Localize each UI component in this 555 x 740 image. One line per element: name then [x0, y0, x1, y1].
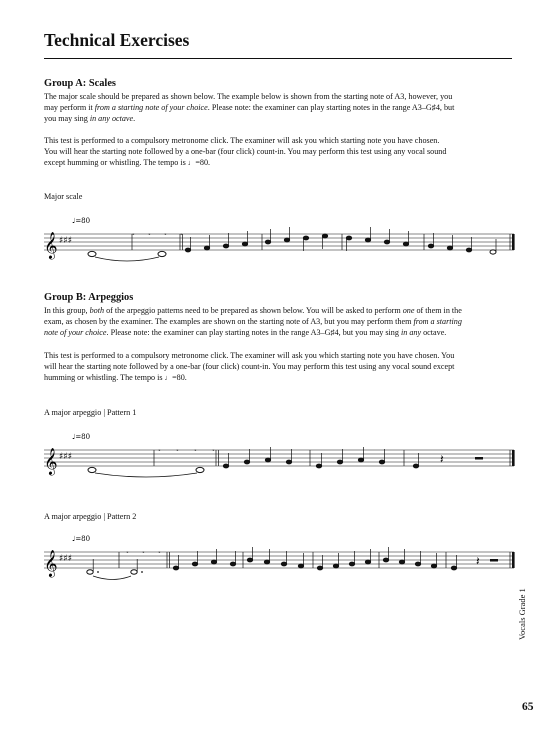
tempo-mark: ♩=80: [72, 433, 91, 441]
svg-text:𝅃: 𝅃: [158, 546, 161, 555]
major-scale-caption: Major scale: [44, 192, 83, 201]
svg-text:𝅃: 𝅃: [142, 546, 145, 555]
dotted-half-note: [131, 570, 137, 574]
arpeggio-notes: [173, 547, 457, 570]
rhythm-slashes: [126, 546, 161, 555]
pattern-1-caption: A major arpeggio | Pattern 1: [44, 408, 137, 417]
quarter-note-icon: ♩: [164, 373, 173, 383]
quarter-rest-icon: 𝄽: [476, 554, 480, 568]
treble-clef-icon: 𝄞: [44, 551, 58, 577]
svg-text:𝅃: 𝅃: [158, 444, 161, 453]
svg-text:𝅃: 𝅃: [194, 444, 197, 453]
svg-text:𝅃: 𝅃: [164, 228, 167, 237]
svg-text:𝅃: 𝅃: [148, 228, 151, 237]
rhythm-slashes: [132, 228, 183, 237]
tempo-mark: ♩=80: [72, 535, 91, 543]
tempo-mark: ♩=80: [72, 217, 91, 225]
whole-note: [88, 251, 96, 256]
key-signature-icon: ♯♯♯: [59, 452, 73, 462]
svg-text:𝅃: 𝅃: [212, 444, 215, 453]
quarter-note-icon: ♩: [187, 158, 196, 168]
group-a-paragraph-1: The major scale should be prepared as shown below. The example below is shown from the starting note of A3, however, you may perform it from a starting note of your choice. Please note: the examiner can play starting notes in the range A3–G♯4, but you may sing in any octave.: [44, 92, 455, 124]
page-title: Technical Exercises: [44, 30, 190, 50]
treble-clef-icon: 𝄞: [44, 449, 58, 475]
treble-clef-icon: 𝄞: [44, 233, 58, 259]
half-rest: [490, 559, 498, 562]
title-rule: [44, 58, 512, 59]
svg-text:𝅃: 𝅃: [132, 228, 135, 237]
half-note: [490, 250, 496, 254]
tie: [95, 473, 197, 477]
key-signature-icon: ♯♯♯: [59, 554, 73, 564]
arpeggio-pattern-1-staff: [40, 426, 518, 488]
whole-note: [158, 251, 166, 256]
svg-text:𝅃: 𝅃: [176, 444, 179, 453]
svg-text:𝅃: 𝅃: [180, 228, 183, 237]
side-label: Vocals Grade 1: [517, 588, 527, 640]
tie: [93, 576, 131, 580]
key-signature-icon: ♯♯♯: [59, 236, 73, 246]
group-a-heading: Group A: Scales: [44, 78, 116, 89]
arpeggio-pattern-2-staff: [40, 528, 518, 590]
group-b-paragraph-1: In this group, both of the arpeggio patterns need to be prepared as shown below. You will be asked to perform one of them in the exam, as chosen by the examiner. The examples are shown on the starting note of A3, but you may perform them from a starting note of your choice. Please note: the examiner can play starting notes in the range A3–G♯4, but you may sing in any octave.: [44, 306, 462, 338]
quarter-rest-icon: 𝄽: [440, 452, 444, 466]
page-number: 65: [522, 701, 534, 713]
scale-notes: [185, 227, 472, 252]
pattern-2-caption: A major arpeggio | Pattern 2: [44, 512, 137, 521]
svg-text:𝅃: 𝅃: [126, 546, 129, 555]
whole-note: [88, 467, 96, 472]
group-b-heading: Group B: Arpeggios: [44, 292, 134, 303]
whole-note: [196, 467, 204, 472]
group-b-paragraph-2: This test is performed to a compulsory metronome click. The examiner will ask you which starting note you have chosen. You will hear the starting note followed by a one-bar (four click) count-in. You may perform this test using any vocal sound except humming or whistling. The tempo is ♩=80.: [44, 351, 455, 383]
dotted-half-note: [87, 570, 93, 574]
half-rest: [475, 457, 483, 460]
tie: [95, 257, 159, 261]
rhythm-slashes: [158, 444, 215, 453]
major-scale-staff: [40, 210, 518, 272]
group-a-paragraph-2: This test is performed to a compulsory metronome click. The examiner will ask you which starting note you have chosen. You will hear the starting note followed by a one-bar (four click) count-in. You may perform this test using any vocal sound except humming or whistling. The tempo is ♩=80.: [44, 136, 447, 168]
